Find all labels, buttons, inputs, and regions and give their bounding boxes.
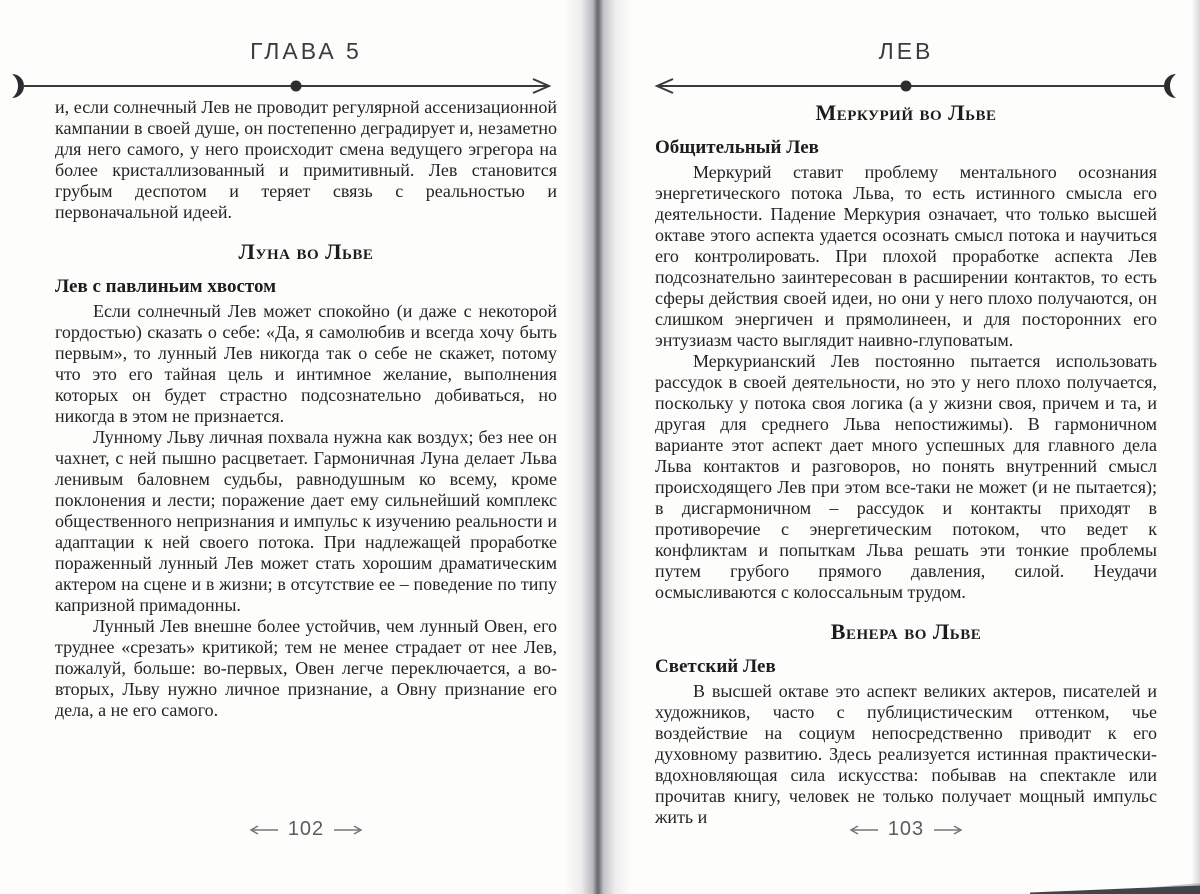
page-number: 103 bbox=[887, 818, 925, 840]
paragraph: Если солнечный Лев может спокойно (и даже с некоторой гордостью) сказать о себе: «Да, я самолюбив и всегда хочу быть первым», то лунный Лев никогда так о себе не скажет, потому что это его тайная цель и интимное желание, выполнения которых он будет страстно подсознательно добиваться, но никогда в этом не признается. bbox=[55, 301, 557, 426]
paragraph: Меркурий ставит проблему ментального осознания энергетического потока Льва, то есть истинного смысла его деятельности. Падение Меркурия означает, что только высшей октаве этого аспекта удается осознать смысл потока и научиться его контролировать. При плохой проработке аспекта Лев подсознательно заинтересован в расширении контактов, то есть сферы действия своей идеи, но они у него плохо получаются, он слишком энергичен и прямолинеен, и для посторонних его энтузиазм часто выглядит наивно-глуповатым. bbox=[655, 162, 1157, 350]
page-footer-right bbox=[655, 818, 1157, 841]
page-right bbox=[608, 0, 1200, 894]
subheading-secular-leo: Светский Лев bbox=[655, 656, 776, 677]
paragraph: и, если солнечный Лев не проводит регулярной ассенизационной кампании в своей душе, он постепенно деградирует и, незаметно для него самого, у него происходит смена ведущего эгрегора на более кристаллизованный и примитивный. Лев становится грубым деспотом и теряет связь с реальностью и первоначальной идеей. bbox=[55, 97, 557, 222]
page-footer-left bbox=[55, 818, 557, 841]
arrow-right-icon bbox=[934, 824, 964, 836]
paragraph: Лунный Лев внешне более устойчив, чем лунный Овен, его труднее «срезать» критикой; тем не менее страдает от нее Лев, пожалуй, больше: во-первых, Овен легче переключается, а во-вторых, Льву нужно личное признание, а Овну признание его дела, а не его самого. bbox=[55, 616, 557, 720]
page-left bbox=[0, 0, 592, 894]
paragraph: В высшей октаве это аспект великих актеров, писателей и художников, часто с публицистическим оттенком, чье воздействие на социум непосредственно приводит к его духовному развитию. Здесь реализуется истинная практически-вдохновляющая сила искусства: побывав на спектакле или прочитав книгу, человек не только получает мощный импульс жить и bbox=[655, 681, 1157, 827]
arrow-right-icon bbox=[334, 824, 364, 836]
page-number: 102 bbox=[287, 818, 325, 840]
section-heading-mercury-in-leo: Меркурий во Льве bbox=[815, 100, 997, 125]
running-head-chapter: ГЛАВА 5 bbox=[250, 38, 362, 64]
arrow-left-icon bbox=[848, 824, 878, 836]
center-dot-icon bbox=[901, 81, 912, 92]
crescent-moon-icon bbox=[1164, 74, 1176, 98]
subheading-sociable-leo: Общительный Лев bbox=[655, 137, 819, 158]
section-heading-venus-in-leo: Венера во Льве bbox=[830, 619, 982, 644]
paragraph: Лунному Льву личная похвала нужна как воздух; без нее он чахнет, с ней пышно расцветает. Гармоничная Луна делает Льва ленивым баловнем судьбы, равнодушным ко всему, кроме поклонения и лести; поражение дает ему сильнейший комплекс общественного непризнания и импульс к изучению реальности и адаптации к ней своего потока. При надлежащей проработке пораженный лунный Лев может стать хорошим драматическим актером на сцене и в жизни; в отсутствие ее – поведение по типу капризной примадонны. bbox=[55, 427, 557, 615]
subheading-peacock-tail-leo: Лев с павлиньим хвостом bbox=[55, 276, 277, 297]
center-dot-icon bbox=[291, 81, 302, 92]
arrow-left-icon bbox=[248, 824, 278, 836]
section-heading-moon-in-leo: Луна во Льве bbox=[238, 239, 374, 264]
left-text-block bbox=[55, 97, 557, 721]
running-head-leo: ЛЕВ bbox=[878, 38, 934, 64]
paragraph: Меркурианский Лев постоянно пытается использовать рассудок в своей деятельности, но это у него плохо получается, поскольку у потока своя логика (а у жизни своя, причем и та, и другая для среднего Льва непостижимы). В гармоничном варианте этот аспект дает много успешных для главного дела Льва контактов и разговоров, но понять внутренний смысл происходящего Лев при этом все-таки не может (и не пытается); в дисгармоничном – рассудок и контакты приходят в противоречие с энергетическим потоком, что ведет к конфликтам и попыткам Льва решать эти тонкие проблемы путем грубого прямого давления, силой. Неудачи осмысливаются с колоссальным трудом. bbox=[655, 351, 1157, 602]
right-text-block bbox=[655, 97, 1157, 828]
